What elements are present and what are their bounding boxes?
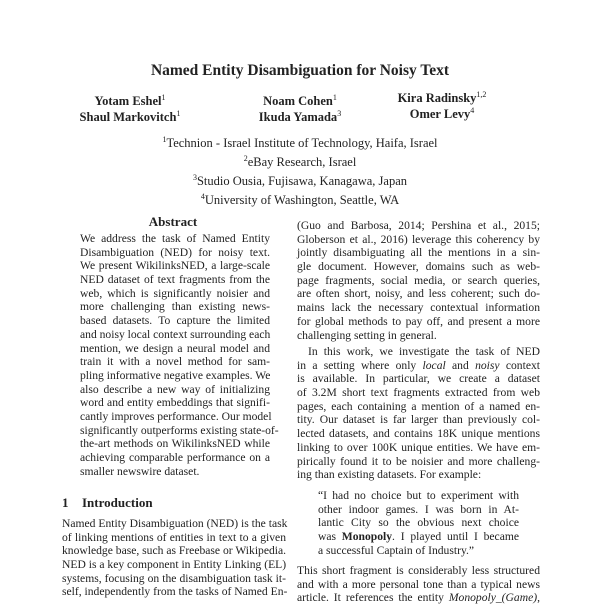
section-title: Introduction <box>82 495 153 510</box>
text-line: smaller newswire dataset. <box>80 464 200 478</box>
text-line: significantly outperforms existing state-of- <box>80 423 279 437</box>
affiliation-text: Technion - Israel Institute of Technology, Haifa, Israel <box>166 136 438 151</box>
text-line: ing than existing datasets. For example: <box>297 468 482 482</box>
text-line: Disambiguation (NED) for noisy text. <box>80 245 270 259</box>
italic-term: Monopoly_(Game) <box>448 591 538 605</box>
text-line: pirically found it to be noisier and more challeng- <box>297 454 540 468</box>
right-column-paragraph-2 <box>297 345 540 482</box>
text-line: other indoor games. I was born in At- <box>318 502 519 516</box>
text-line: self, independently from the tasks of Named En- <box>62 585 288 599</box>
text-line: NED dataset of text fragments from the <box>80 273 270 287</box>
author-name: Yotam Eshel <box>94 94 162 109</box>
text-line: in a setting where only local and noisy context <box>297 358 540 372</box>
right-column-paragraph-1 <box>297 219 540 342</box>
text-line: also describe a new way of initializing <box>80 382 270 396</box>
text-line: In this work, we investigate the task of NED <box>308 345 540 358</box>
text-line: Named Entity Disambiguation (NED) is the task <box>62 517 288 530</box>
affiliation-sup: 1 <box>162 135 167 144</box>
text-line: lected datasets, and contains 18K unique mentions <box>297 427 540 441</box>
affiliation <box>0 189 600 208</box>
author-affil-sup: 1 <box>176 109 181 118</box>
right-column-paragraph-3 <box>297 564 540 605</box>
text-line: This short fragment is considerably less structured <box>297 564 540 577</box>
text-line: a successful Captain of Industry.” <box>318 543 475 557</box>
text-line: NED is a key component in Entity Linking (EL) <box>62 558 287 572</box>
text-line: achieving comparable performance on a <box>80 451 270 464</box>
text-line: for global methods to pay off, and present a more <box>297 314 540 328</box>
text-line: article. It references the entity Monopoly_(Game), <box>297 591 540 605</box>
text-line: “I had no choice but to experiment with <box>318 489 519 502</box>
text-line: the-art methods on WikilinksNED while <box>80 437 270 451</box>
text-line: and noisy local context surrounding each <box>80 327 271 341</box>
affiliation <box>0 151 600 170</box>
text-line: gle document. However, domains such as web- <box>297 260 540 274</box>
author-omer-levy <box>352 103 532 122</box>
bold-term: Monopoly <box>341 530 393 544</box>
affiliation <box>0 170 600 189</box>
author-name: Kira Radinsky <box>397 91 477 106</box>
italic-term: noisy <box>475 358 500 372</box>
author-name: Ikuda Yamada <box>258 110 338 125</box>
text-line: We address the task of Named Entity <box>80 232 270 245</box>
author-affil-sup: 4 <box>470 106 475 115</box>
text-line: and with a more personal tone than a typical news <box>297 577 540 591</box>
text-line: of linking mentions of entities in text to a given <box>62 530 286 544</box>
text-line: challenging setting in general. <box>297 328 437 342</box>
affiliation-text: Studio Ousia, Fujisawa, Kanagawa, Japan <box>196 174 408 189</box>
text-line: tity. Our dataset is far larger than previously col- <box>297 413 540 427</box>
author-name: Omer Levy <box>409 107 471 122</box>
text-line: of 3.2M short text fragments extracted from web <box>297 386 540 400</box>
text-line: more challenging than existing news- <box>80 300 270 314</box>
text-line: knowledge base, such as Freebase or Wikipedia. <box>62 544 287 558</box>
text-line: is available. In particular, we create a dataset <box>297 372 540 386</box>
affiliation-sup: 4 <box>200 192 205 202</box>
text-line: jointly disambiguating all the mentions in a sin- <box>297 246 540 260</box>
author-name: Shaul Markovitch <box>79 110 177 125</box>
introduction-body <box>62 517 286 599</box>
author-shaul-markovitch <box>40 106 220 125</box>
text-line: lantic City so the obvious next choice <box>318 516 519 530</box>
author-affil-sup: 1,2 <box>476 90 487 99</box>
text-line: web, which is significantly noisier and <box>80 286 270 300</box>
author-affil-sup: 3 <box>337 109 342 118</box>
text-line: Globerson et al., 2016) leverage this coherency by <box>297 232 540 246</box>
affiliations <box>0 132 600 209</box>
abstract-body <box>80 232 279 478</box>
text-line: (Guo and Barbosa, 2014; Pershina et al., 2015; <box>297 219 540 232</box>
text-line: pages, each containing a mention of a named en- <box>297 399 540 413</box>
affiliation-text: University of Washington, Seattle, WA <box>204 193 400 208</box>
text-line: pling informative negative examples. We <box>80 368 271 382</box>
author-affil-sup: 1 <box>332 93 337 102</box>
affiliation-text: eBay Research, Israel <box>247 155 357 170</box>
text-line: cantly improves performance. Our model <box>80 409 272 423</box>
italic-term: local <box>422 358 446 372</box>
introduction-heading <box>62 495 153 511</box>
text-line: are often short, noisy, and less coherent; such do- <box>297 287 540 301</box>
text-line: linking to over 100K unique entities. We have em- <box>297 440 540 454</box>
paper-title: Named Entity Disambiguation for Noisy Text <box>150 62 450 79</box>
example-quote <box>318 489 519 557</box>
affiliation-sup: 2 <box>243 154 248 164</box>
section-number: 1 <box>62 495 69 510</box>
text-line: systems, focusing on the disambiguation task it- <box>62 571 286 585</box>
text-line: was Monopoly. I played until I became <box>318 530 520 544</box>
text-line: page fragments, social media, or search queries, <box>297 273 540 287</box>
affiliation <box>0 132 600 151</box>
author-name: Noam Cohen <box>263 94 333 109</box>
author-affil-sup: 1 <box>161 93 166 102</box>
text-line: We present WikilinksNED, a large-scale <box>80 259 270 273</box>
text-line: mains lack the necessary contextual information <box>297 301 540 315</box>
text-line: mention, we design a neural model and <box>80 341 270 355</box>
text-line: train it with a novel method for sam- <box>80 355 270 369</box>
affiliation-sup: 3 <box>192 173 197 183</box>
text-line: based datasets. To capture the limited <box>80 314 270 328</box>
text-line: word and entity embeddings that signifi- <box>80 396 270 410</box>
abstract-heading: Abstract <box>148 214 198 229</box>
